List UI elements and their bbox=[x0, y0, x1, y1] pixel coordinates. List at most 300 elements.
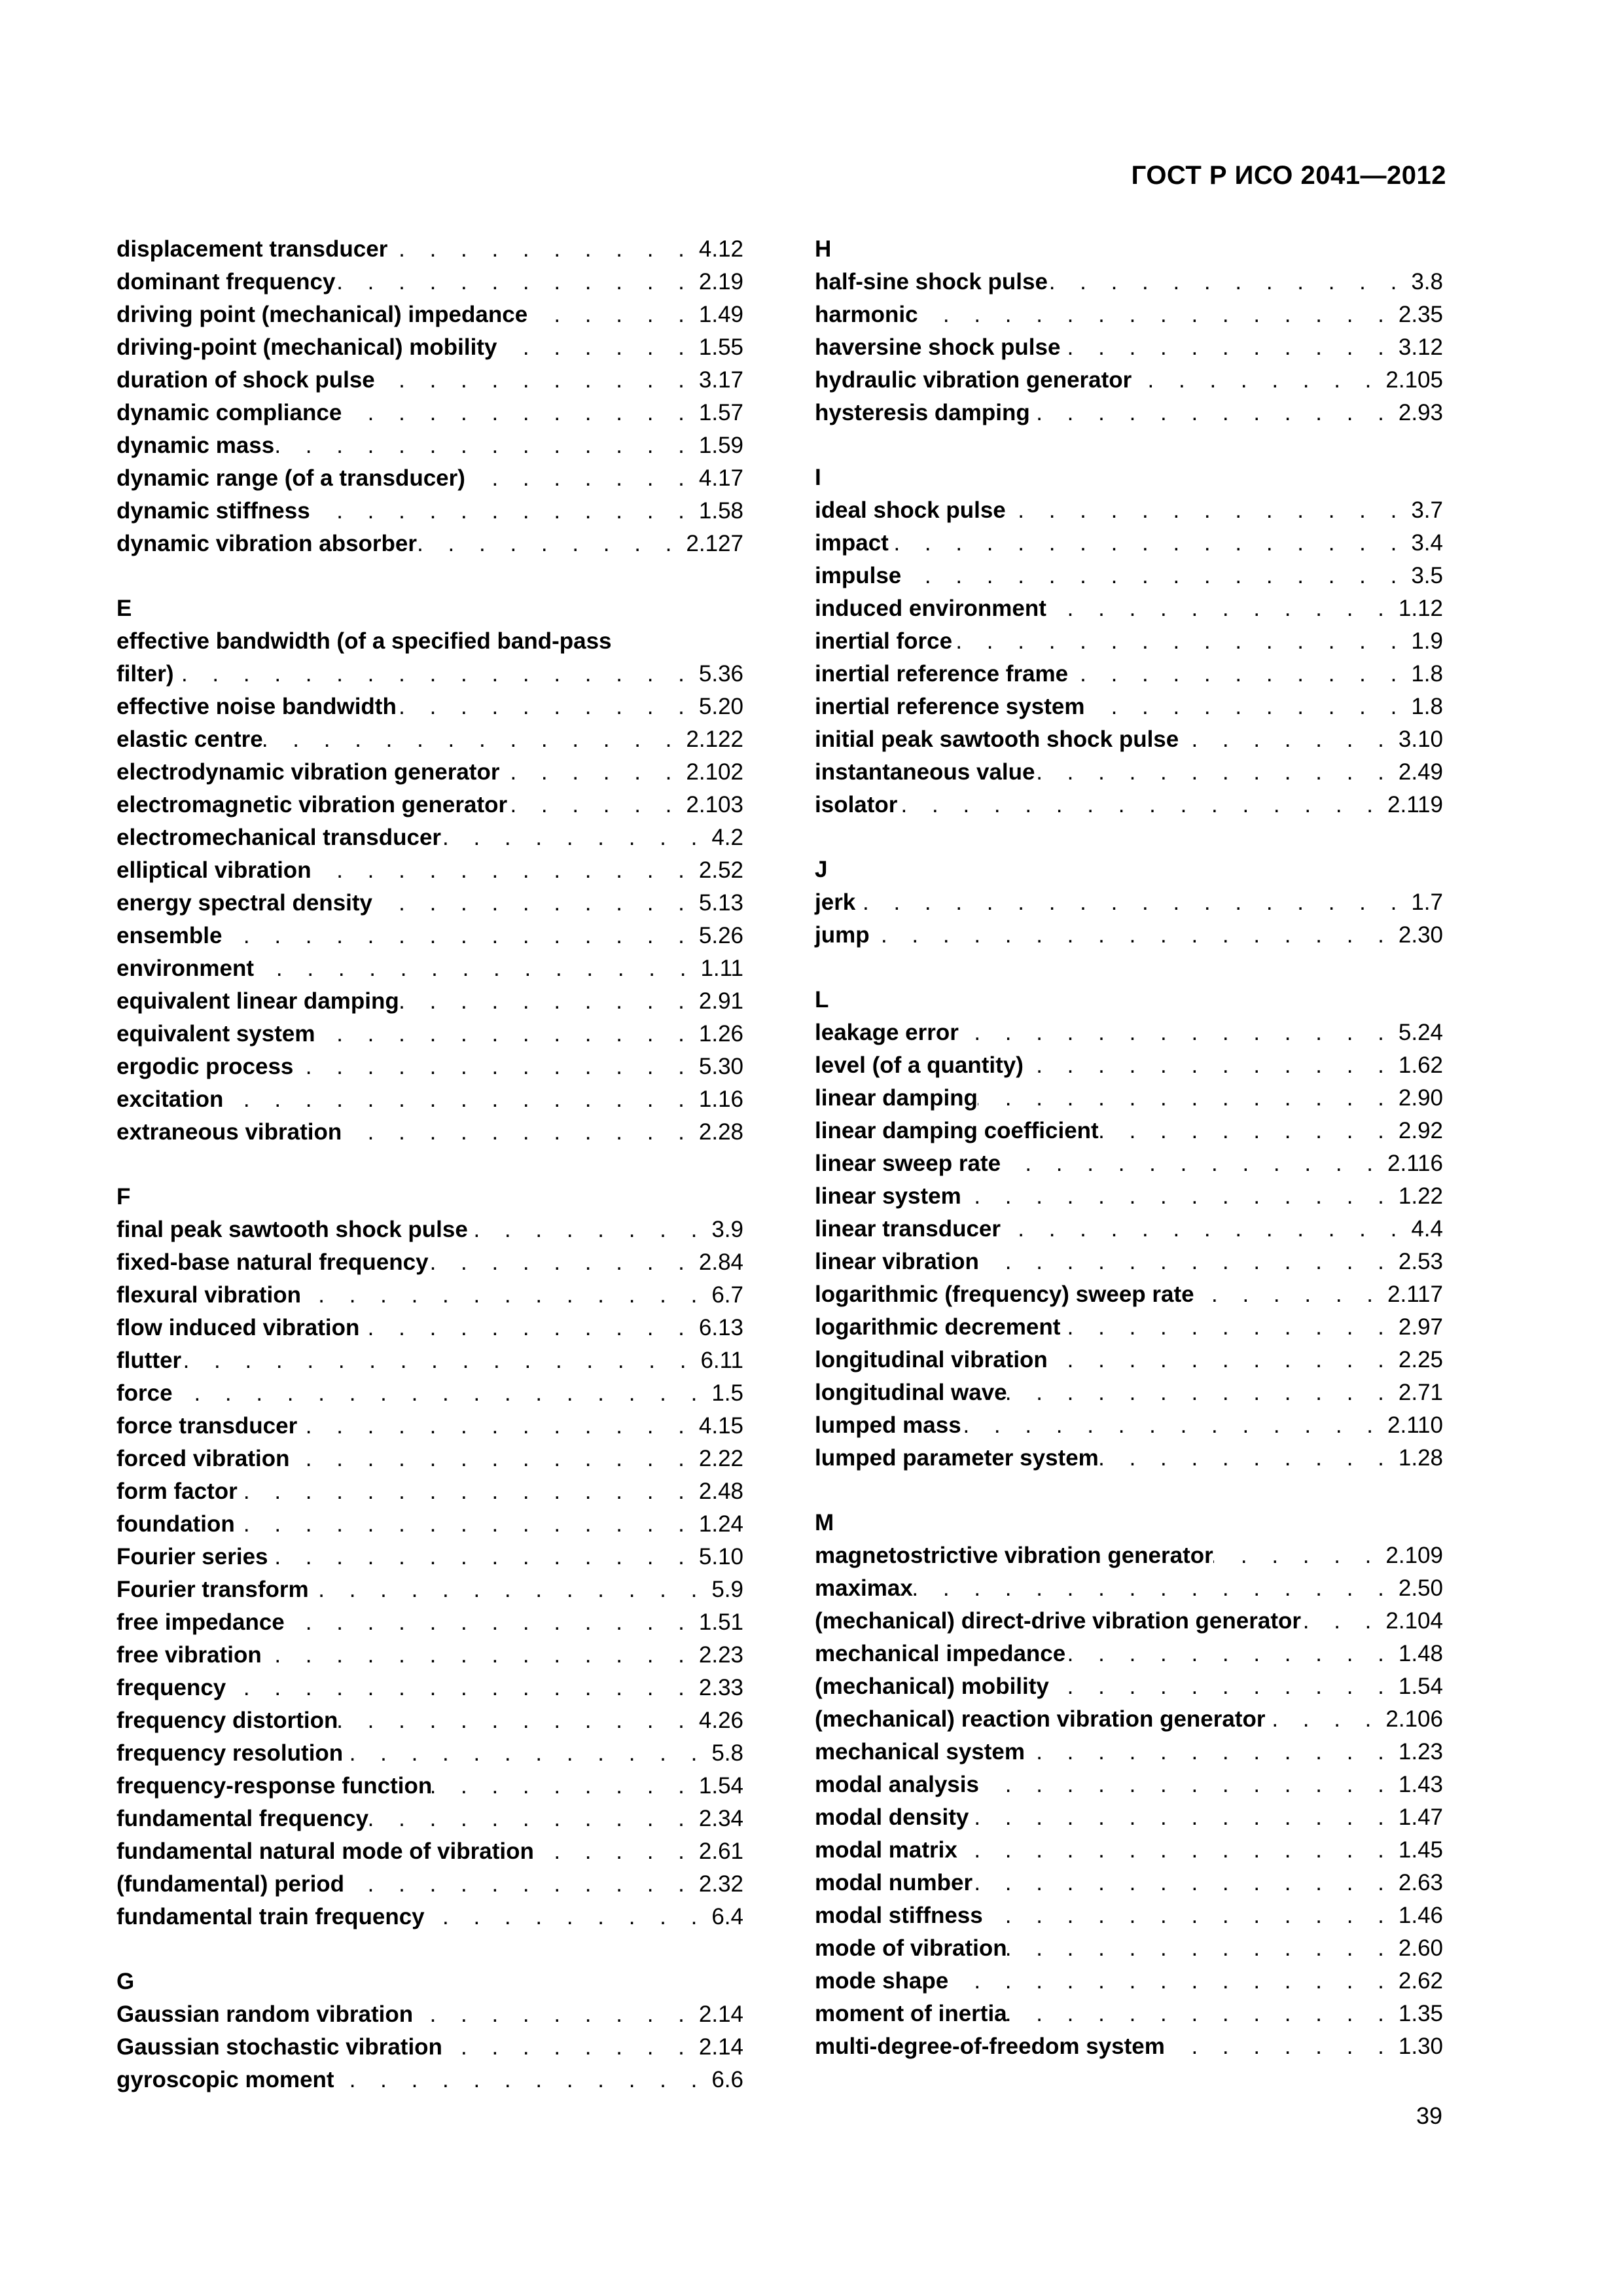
index-group bbox=[815, 1507, 1443, 2063]
dot-leader bbox=[1099, 1115, 1393, 1147]
index-reference: 6.4 bbox=[711, 1904, 743, 1929]
dot-leader bbox=[1035, 756, 1393, 789]
dot-leader bbox=[465, 462, 694, 495]
dot-leader bbox=[913, 1572, 1393, 1605]
dot-leader bbox=[855, 886, 1406, 919]
index-term: forced vibration bbox=[116, 1446, 290, 1471]
dot-leader bbox=[1049, 1670, 1393, 1703]
index-entry bbox=[815, 1572, 1443, 1605]
dot-leader bbox=[181, 1344, 695, 1377]
index-term: form factor bbox=[116, 1479, 238, 1504]
index-reference: 5.36 bbox=[698, 661, 743, 687]
dot-leader bbox=[497, 331, 693, 364]
index-reference: 1.7 bbox=[1411, 889, 1443, 915]
index-term: dynamic vibration absorber bbox=[116, 531, 418, 556]
index-entry bbox=[116, 1050, 743, 1083]
index-entry bbox=[116, 233, 743, 266]
index-reference: 1.54 bbox=[1398, 1674, 1443, 1699]
index-term: moment of inertia bbox=[815, 2001, 1007, 2026]
index-term: induced environment bbox=[815, 596, 1046, 621]
index-entry bbox=[116, 429, 743, 462]
index-term: magnetostrictive vibration generator bbox=[815, 1543, 1213, 1568]
index-term: hydraulic vibration generator bbox=[815, 367, 1132, 393]
dot-leader bbox=[1048, 266, 1406, 298]
index-term: Gaussian random vibration bbox=[116, 2001, 414, 2027]
index-term: hysteresis damping bbox=[815, 400, 1030, 425]
index-letter-heading: I bbox=[815, 465, 821, 490]
index-reference: 4.17 bbox=[698, 465, 743, 491]
dot-leader bbox=[979, 1768, 1393, 1801]
index-reference: 1.35 bbox=[1398, 2001, 1443, 2026]
index-reference: 2.92 bbox=[1398, 1118, 1443, 1143]
index-term: electromechanical transducer bbox=[116, 825, 442, 850]
index-entry bbox=[815, 331, 1443, 364]
index-entry bbox=[815, 1768, 1443, 1801]
index-term: haversine shock pulse bbox=[815, 334, 1061, 360]
index-term: dynamic compliance bbox=[116, 400, 342, 425]
index-term: longitudinal wave bbox=[815, 1380, 1007, 1405]
index-reference: 1.62 bbox=[1398, 1052, 1443, 1078]
index-term: impact bbox=[815, 530, 889, 556]
index-entry bbox=[815, 1147, 1443, 1180]
index-term: force bbox=[116, 1380, 173, 1406]
dot-leader bbox=[961, 1409, 1382, 1442]
index-term: excitation bbox=[116, 1086, 224, 1112]
index-term: lumped mass bbox=[815, 1412, 961, 1438]
dot-leader bbox=[1084, 691, 1406, 723]
index-term: fundamental frequency bbox=[116, 1806, 369, 1831]
dot-leader bbox=[226, 1672, 694, 1704]
dot-leader bbox=[375, 364, 694, 397]
index-reference: 2.35 bbox=[1398, 302, 1443, 327]
dot-leader bbox=[969, 1801, 1393, 1834]
dot-leader bbox=[1179, 723, 1393, 756]
index-reference: 1.12 bbox=[1398, 596, 1443, 621]
dot-leader bbox=[1001, 1213, 1406, 1246]
index-reference: 4.12 bbox=[698, 236, 743, 262]
dot-leader bbox=[1266, 1703, 1381, 1736]
index-reference: 3.8 bbox=[1411, 269, 1443, 295]
index-term: Fourier series bbox=[116, 1544, 268, 1570]
index-term: maximax bbox=[815, 1575, 913, 1601]
index-entry bbox=[116, 854, 743, 887]
dot-leader bbox=[1099, 1442, 1393, 1475]
index-reference: 2.61 bbox=[698, 1839, 743, 1864]
index-reference: 4.15 bbox=[698, 1413, 743, 1439]
index-entry bbox=[815, 1834, 1443, 1867]
index-term: (mechanical) direct-drive vibration generator bbox=[815, 1608, 1301, 1634]
dot-leader bbox=[397, 691, 694, 723]
index-reference: 1.54 bbox=[698, 1773, 743, 1799]
index-reference: 2.106 bbox=[1385, 1706, 1443, 1732]
index-entry bbox=[116, 2031, 743, 2064]
index-entry bbox=[116, 1704, 743, 1737]
index-entry bbox=[116, 331, 743, 364]
index-term: jerk bbox=[815, 889, 856, 915]
index-reference: 2.90 bbox=[1398, 1085, 1443, 1111]
index-reference: 1.45 bbox=[1398, 1837, 1443, 1863]
index-reference: 3.17 bbox=[698, 367, 743, 393]
index-reference: 2.127 bbox=[686, 531, 743, 556]
index-term: harmonic bbox=[815, 302, 918, 327]
index-term: dominant frequency bbox=[116, 269, 336, 295]
index-reference: 2.60 bbox=[1398, 1935, 1443, 1961]
index-term: modal density bbox=[815, 1804, 969, 1830]
index-letter-heading: F bbox=[116, 1184, 131, 1210]
index-reference: 2.103 bbox=[686, 792, 743, 817]
index-term: modal stiffness bbox=[815, 1903, 983, 1928]
index-entry bbox=[815, 2030, 1443, 2063]
index-reference: 5.10 bbox=[698, 1544, 743, 1570]
index-reference: 4.4 bbox=[1411, 1216, 1443, 1242]
dot-leader bbox=[901, 560, 1406, 592]
index-reference: 2.91 bbox=[698, 988, 743, 1014]
index-term: lumped parameter system bbox=[815, 1445, 1099, 1471]
index-entry bbox=[116, 1083, 743, 1116]
dot-leader bbox=[222, 920, 693, 952]
dot-leader bbox=[1001, 1147, 1382, 1180]
index-entry bbox=[116, 952, 743, 985]
index-letter-heading: G bbox=[116, 1969, 135, 1994]
index-reference: 2.104 bbox=[1385, 1608, 1443, 1634]
index-term: frequency resolution bbox=[116, 1740, 344, 1766]
index-group bbox=[116, 233, 743, 560]
index-term: inertial reference frame bbox=[815, 661, 1069, 687]
dot-leader bbox=[309, 1573, 707, 1606]
index-entry bbox=[116, 495, 743, 528]
index-reference: 1.46 bbox=[1398, 1903, 1443, 1928]
index-term: driving-point (mechanical) mobility bbox=[116, 334, 497, 360]
index-term: modal matrix bbox=[815, 1837, 957, 1863]
index-reference: 1.28 bbox=[1398, 1445, 1443, 1471]
dot-leader bbox=[1025, 1736, 1393, 1768]
index-term: (mechanical) reaction vibration generator bbox=[815, 1706, 1266, 1732]
index-term: fundamental natural mode of vibration bbox=[116, 1839, 534, 1864]
index-entry bbox=[116, 1573, 743, 1606]
index-reference: 1.48 bbox=[1398, 1641, 1443, 1666]
dot-leader bbox=[499, 756, 681, 789]
index-entry bbox=[116, 462, 743, 495]
index-entry bbox=[116, 756, 743, 789]
index-reference: 2.62 bbox=[1398, 1968, 1443, 1994]
dot-leader bbox=[1060, 331, 1393, 364]
index-term: final peak sawtooth shock pulse bbox=[116, 1217, 468, 1242]
index-entry bbox=[815, 1736, 1443, 1768]
dot-leader bbox=[918, 298, 1393, 331]
index-term: free vibration bbox=[116, 1642, 262, 1668]
index-entry bbox=[815, 1311, 1443, 1344]
dot-leader bbox=[468, 1213, 707, 1246]
dot-leader bbox=[952, 625, 1406, 658]
index-entry bbox=[815, 1899, 1443, 1932]
index-entry bbox=[815, 1082, 1443, 1115]
index-term: driving point (mechanical) impedance bbox=[116, 302, 528, 327]
index-reference: 6.7 bbox=[711, 1282, 743, 1308]
index-column-left bbox=[116, 233, 743, 2128]
index-reference: 2.84 bbox=[698, 1249, 743, 1275]
dot-leader bbox=[432, 1770, 694, 1803]
index-entry bbox=[815, 1016, 1443, 1049]
index-reference: 1.5 bbox=[711, 1380, 743, 1406]
index-entry bbox=[116, 920, 743, 952]
index-group bbox=[116, 1181, 743, 1933]
index-reference: 2.30 bbox=[1398, 922, 1443, 948]
dot-leader bbox=[399, 985, 694, 1018]
dot-leader bbox=[889, 527, 1406, 560]
index-reference: 2.22 bbox=[698, 1446, 743, 1471]
dot-leader bbox=[310, 495, 694, 528]
index-reference: 1.24 bbox=[698, 1511, 743, 1537]
dot-leader bbox=[1213, 1539, 1381, 1572]
index-entry bbox=[815, 397, 1443, 429]
index-reference: 2.93 bbox=[1398, 400, 1443, 425]
index-term: energy spectral density bbox=[116, 890, 372, 916]
dot-leader bbox=[262, 1639, 694, 1672]
index-entry bbox=[815, 919, 1443, 952]
index-reference: 2.19 bbox=[698, 269, 743, 295]
index-term: leakage error bbox=[815, 1020, 959, 1045]
dot-leader bbox=[372, 887, 694, 920]
index-term: elliptical vibration bbox=[116, 857, 312, 883]
index-entry bbox=[815, 527, 1443, 560]
index-term: flexural vibration bbox=[116, 1282, 302, 1308]
dot-leader bbox=[173, 1377, 707, 1410]
dot-leader bbox=[417, 528, 681, 560]
index-letter-heading: E bbox=[116, 596, 132, 621]
index-entry bbox=[815, 1670, 1443, 1703]
dot-leader bbox=[1006, 494, 1406, 527]
index-reference: 2.52 bbox=[698, 857, 743, 883]
index-entry bbox=[815, 1180, 1443, 1213]
index-reference: 2.33 bbox=[698, 1675, 743, 1700]
dot-leader bbox=[413, 1998, 694, 2031]
index-reference: 5.13 bbox=[698, 890, 743, 916]
dot-leader bbox=[1007, 1376, 1393, 1409]
index-reference: 5.20 bbox=[698, 694, 743, 719]
index-entry bbox=[116, 298, 743, 331]
index-reference: 5.30 bbox=[698, 1054, 743, 1079]
index-reference: 1.49 bbox=[698, 302, 743, 327]
index-reference: 1.8 bbox=[1411, 694, 1443, 719]
index-term: multi-degree-of-freedom system bbox=[815, 2034, 1165, 2059]
dot-leader bbox=[1165, 2030, 1393, 2063]
index-term: effective bandwidth (of a specified band-pass bbox=[116, 628, 612, 654]
dot-leader bbox=[285, 1606, 694, 1639]
index-term: frequency bbox=[116, 1675, 226, 1700]
dot-leader bbox=[223, 1083, 693, 1116]
index-reference: 2.28 bbox=[698, 1119, 743, 1145]
index-term: extraneous vibration bbox=[116, 1119, 342, 1145]
dot-leader bbox=[429, 1246, 694, 1279]
index-term: linear damping bbox=[815, 1085, 978, 1111]
index-entry bbox=[116, 1279, 743, 1312]
index-term: inertial force bbox=[815, 628, 953, 654]
index-term: level (of a quantity) bbox=[815, 1052, 1024, 1078]
index-reference: 2.63 bbox=[1398, 1870, 1443, 1895]
index-entry bbox=[815, 691, 1443, 723]
index-reference: 1.23 bbox=[1398, 1739, 1443, 1765]
index-group bbox=[116, 592, 743, 1149]
index-entry bbox=[116, 658, 743, 691]
index-term: longitudinal vibration bbox=[815, 1347, 1048, 1372]
index-entry bbox=[815, 1965, 1443, 1998]
index-entry bbox=[815, 1801, 1443, 1834]
index-term: equivalent system bbox=[116, 1021, 315, 1047]
index-letter-heading: M bbox=[815, 1510, 834, 1535]
dot-leader bbox=[972, 1867, 1393, 1899]
dot-leader bbox=[263, 723, 681, 756]
index-term: mode of vibration bbox=[815, 1935, 1007, 1961]
dot-leader bbox=[1024, 1049, 1393, 1082]
index-reference: 5.26 bbox=[698, 923, 743, 948]
index-entry bbox=[116, 1246, 743, 1279]
index-entry bbox=[116, 1541, 743, 1573]
index-entry bbox=[815, 1605, 1443, 1638]
dot-leader bbox=[342, 397, 694, 429]
index-reference: 2.102 bbox=[686, 759, 743, 785]
index-entry bbox=[116, 1443, 743, 1475]
dot-leader bbox=[979, 1246, 1393, 1278]
dot-leader bbox=[238, 1475, 694, 1508]
index-letter-heading: J bbox=[815, 857, 828, 882]
index-entry bbox=[815, 756, 1443, 789]
index-group bbox=[815, 984, 1443, 1475]
index-entry bbox=[116, 397, 743, 429]
index-column-right bbox=[815, 233, 1443, 2095]
index-reference: 1.51 bbox=[698, 1609, 743, 1635]
index-entry bbox=[116, 1475, 743, 1508]
index-term: fundamental train frequency bbox=[116, 1904, 425, 1929]
dot-leader bbox=[1132, 364, 1380, 397]
index-entry bbox=[815, 723, 1443, 756]
dot-leader bbox=[235, 1508, 694, 1541]
index-term: foundation bbox=[116, 1511, 235, 1537]
index-term: electrodynamic vibration generator bbox=[116, 759, 500, 785]
index-entry bbox=[815, 625, 1443, 658]
index-entry bbox=[116, 1901, 743, 1933]
index-entry bbox=[116, 1312, 743, 1344]
index-term: flow induced vibration bbox=[116, 1315, 360, 1340]
index-term: linear system bbox=[815, 1183, 961, 1209]
index-term: equivalent linear damping bbox=[116, 988, 399, 1014]
index-reference: 2.119 bbox=[1387, 792, 1443, 817]
index-term: Gaussian stochastic vibration bbox=[116, 2034, 442, 2060]
index-term: dynamic stiffness bbox=[116, 498, 310, 524]
index-term: frequency distortion bbox=[116, 1708, 338, 1733]
dot-leader bbox=[312, 854, 694, 887]
index-entry bbox=[815, 1278, 1443, 1311]
index-term: isolator bbox=[815, 792, 898, 817]
index-entry bbox=[116, 1639, 743, 1672]
index-entry bbox=[815, 1213, 1443, 1246]
index-reference: 3.12 bbox=[1398, 334, 1443, 360]
index-entry bbox=[116, 723, 743, 756]
index-term: environment bbox=[116, 956, 255, 981]
index-reference: 1.22 bbox=[1398, 1183, 1443, 1209]
index-reference: 2.14 bbox=[698, 2034, 743, 2060]
index-term: initial peak sawtooth shock pulse bbox=[815, 726, 1179, 752]
index-reference: 1.30 bbox=[1398, 2034, 1443, 2059]
index-term: frequency-response function bbox=[116, 1773, 433, 1799]
index-term: impulse bbox=[815, 563, 902, 588]
index-reference: 2.32 bbox=[698, 1871, 743, 1897]
index-reference: 2.14 bbox=[698, 2001, 743, 2027]
index-term: modal analysis bbox=[815, 1772, 979, 1797]
dot-leader bbox=[534, 1835, 694, 1868]
index-reference: 2.50 bbox=[1398, 1575, 1443, 1601]
index-term: linear damping coefficient bbox=[815, 1118, 1099, 1143]
dot-leader bbox=[1194, 1278, 1382, 1311]
index-entry bbox=[116, 1737, 743, 1770]
index-term: logarithmic (frequency) sweep rate bbox=[815, 1282, 1194, 1307]
index-term: free impedance bbox=[116, 1609, 285, 1635]
index-entry bbox=[116, 985, 743, 1018]
dot-leader bbox=[289, 1443, 693, 1475]
dot-leader bbox=[961, 1180, 1393, 1213]
index-entry bbox=[116, 1344, 743, 1377]
index-reference: 2.71 bbox=[1398, 1380, 1443, 1405]
index-term: Fourier transform bbox=[116, 1577, 309, 1602]
dot-leader bbox=[254, 952, 695, 985]
index-reference: 1.16 bbox=[698, 1086, 743, 1112]
index-term: mechanical impedance bbox=[815, 1641, 1066, 1666]
index-term: logarithmic decrement bbox=[815, 1314, 1061, 1340]
index-entry bbox=[116, 1410, 743, 1443]
index-reference: 4.2 bbox=[711, 825, 743, 850]
index-entry bbox=[116, 266, 743, 298]
index-reference: 1.59 bbox=[698, 433, 743, 458]
dot-leader bbox=[1301, 1605, 1380, 1638]
index-term: half-sine shock pulse bbox=[815, 269, 1048, 295]
index-reference: 2.34 bbox=[698, 1806, 743, 1831]
index-entry bbox=[815, 1344, 1443, 1376]
index-term: displacement transducer bbox=[116, 236, 388, 262]
dot-leader bbox=[342, 1116, 694, 1149]
index-term: flutter bbox=[116, 1348, 182, 1373]
index-reference: 3.4 bbox=[1411, 530, 1443, 556]
dot-leader bbox=[274, 429, 694, 462]
dot-leader bbox=[959, 1016, 1393, 1049]
index-reference: 1.55 bbox=[698, 334, 743, 360]
index-reference: 3.7 bbox=[1411, 497, 1443, 523]
index-reference: 1.43 bbox=[1398, 1772, 1443, 1797]
index-entry bbox=[815, 1638, 1443, 1670]
dot-leader bbox=[301, 1279, 706, 1312]
dot-leader bbox=[1030, 397, 1393, 429]
index-term: dynamic range (of a transducer) bbox=[116, 465, 465, 491]
page-number: 39 bbox=[1416, 2102, 1442, 2129]
dot-leader bbox=[1065, 1638, 1393, 1670]
dot-leader bbox=[338, 1704, 694, 1737]
index-term: linear transducer bbox=[815, 1216, 1001, 1242]
index-entry bbox=[116, 1606, 743, 1639]
index-term: gyroscopic moment bbox=[116, 2067, 334, 2092]
index-term: modal number bbox=[815, 1870, 973, 1895]
index-term: mode shape bbox=[815, 1968, 949, 1994]
index-entry bbox=[116, 1377, 743, 1410]
index-entry bbox=[815, 1998, 1443, 2030]
index-entry bbox=[116, 2064, 743, 2096]
dot-leader bbox=[957, 1834, 1393, 1867]
index-group bbox=[815, 233, 1443, 429]
index-reference: 2.117 bbox=[1387, 1282, 1443, 1307]
index-term: effective noise bandwidth bbox=[116, 694, 397, 719]
dot-leader bbox=[1007, 1932, 1393, 1965]
index-entry bbox=[116, 625, 743, 658]
dot-leader bbox=[1007, 1998, 1393, 2030]
index-entry bbox=[815, 1867, 1443, 1899]
index-entry bbox=[116, 1835, 743, 1868]
